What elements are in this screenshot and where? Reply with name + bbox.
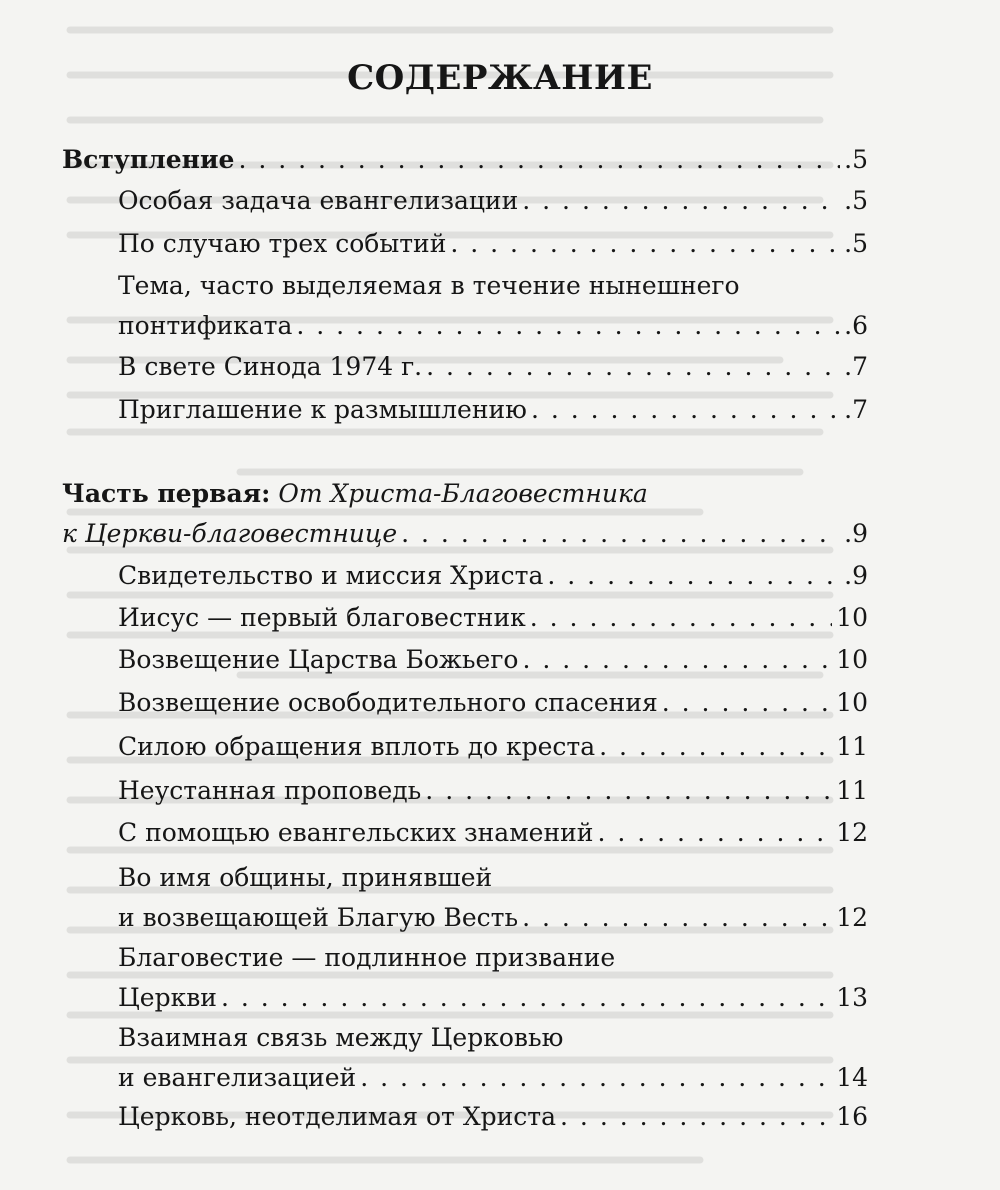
toc-entry-title: Неустанная проповедь	[118, 776, 422, 805]
toc-page-number: .9	[844, 519, 868, 548]
toc-page-number: .5	[844, 229, 868, 258]
toc-entry-title: Церкви	[118, 983, 217, 1012]
toc-entry[interactable]	[118, 683, 868, 723]
toc-page-number: 12	[836, 818, 868, 847]
toc-page-number: 10	[836, 603, 868, 632]
toc-entry-title-line1: Взаимная связь между Церковью	[118, 1023, 564, 1052]
toc-page-number: 11	[836, 776, 868, 805]
leader-dots	[599, 727, 832, 767]
toc-entry-title: Иисус — первый благовестник	[118, 603, 526, 632]
toc-entry-title-line1: Во имя общины, принявшей	[118, 863, 493, 892]
toc-entry[interactable]	[118, 266, 868, 346]
toc-entry[interactable]	[118, 727, 868, 767]
leader-dots	[360, 1058, 832, 1098]
toc-entry[interactable]	[118, 390, 868, 430]
toc-part-title-line2: к Церкви-благовестнице	[62, 519, 398, 548]
leader-dots	[221, 978, 832, 1018]
toc-entry-title: и возвещающей Благую Весть	[118, 903, 519, 932]
leader-dots	[522, 181, 840, 221]
toc-page-number: 12	[836, 903, 868, 932]
toc-page-number: 16	[836, 1102, 868, 1131]
toc-entry-title: В свете Синода 1974 г.	[118, 352, 423, 381]
toc-part-title: От Христа-Благовестника	[278, 479, 648, 508]
toc-entry-title-line1: Тема, часто выделяемая в течение нынешнего	[118, 271, 740, 300]
toc-page-number: .7	[844, 395, 868, 424]
toc-page-number: .7	[844, 352, 868, 381]
page-title: СОДЕРЖАНИЕ	[347, 58, 653, 98]
toc-entry-title: Особая задача евангелизации	[118, 186, 519, 215]
toc-entry[interactable]	[118, 771, 868, 811]
toc-page-number: .9	[844, 561, 868, 590]
toc-entry[interactable]	[118, 640, 868, 680]
toc-entry[interactable]	[118, 858, 868, 938]
toc-entry-title: По случаю трех событий	[118, 229, 447, 258]
toc-entry-title: и евангелизацией	[118, 1063, 357, 1092]
toc-entry-title: Церковь, неотделимая от Христа	[118, 1102, 557, 1131]
toc-page-number: .5	[844, 186, 868, 215]
leader-dots	[425, 771, 832, 811]
leader-dots	[560, 1097, 832, 1137]
toc-entry-title: Приглашение к размышлению	[118, 395, 527, 424]
leader-dots	[238, 140, 840, 180]
toc-page-number: 14	[836, 1063, 868, 1092]
toc-page-number: .5	[844, 145, 868, 174]
toc-section-intro[interactable]	[62, 140, 868, 180]
leader-dots	[426, 347, 840, 387]
toc-part-label: Часть первая:	[62, 479, 271, 508]
toc-entry-title: Силою обращения вплоть до креста	[118, 732, 596, 761]
toc-entry-title: Возвещение освободительного спасения	[118, 688, 658, 717]
leader-dots	[401, 514, 840, 554]
leader-dots	[662, 683, 832, 723]
leader-dots	[450, 224, 840, 264]
toc-page-number: .6	[844, 311, 868, 340]
toc-entry[interactable]	[118, 224, 868, 264]
toc-entry-title: С помощью евангельских знамений	[118, 818, 594, 847]
toc-section-part-one[interactable]	[62, 474, 868, 554]
toc-entry-title: Свидетельство и миссия Христа	[118, 561, 544, 590]
toc-entry[interactable]	[118, 813, 868, 853]
leader-dots	[296, 306, 840, 346]
leader-dots	[522, 898, 832, 938]
toc-page-number: 10	[836, 645, 868, 674]
toc-entry[interactable]	[118, 938, 868, 1018]
toc-entry[interactable]	[118, 556, 868, 596]
toc-entry[interactable]	[118, 598, 868, 638]
toc-page-number: 11	[836, 732, 868, 761]
toc-entry-title: Возвещение Царства Божьего	[118, 645, 519, 674]
leader-dots	[547, 556, 840, 596]
toc-entry-title: понтификата	[118, 311, 293, 340]
toc-entry-title-line1: Благовестие — подлинное призвание	[118, 943, 616, 972]
toc-entry[interactable]	[118, 1097, 868, 1137]
leader-dots	[531, 390, 840, 430]
toc-page-number: 10	[836, 688, 868, 717]
toc-section-title: Вступление	[62, 145, 235, 174]
leader-dots	[522, 640, 832, 680]
toc-entry[interactable]	[118, 181, 868, 221]
toc-entry[interactable]	[118, 1018, 868, 1098]
toc-entry[interactable]	[118, 347, 868, 387]
leader-dots	[597, 813, 832, 853]
toc-page-number: 13	[836, 983, 868, 1012]
leader-dots	[530, 598, 832, 638]
